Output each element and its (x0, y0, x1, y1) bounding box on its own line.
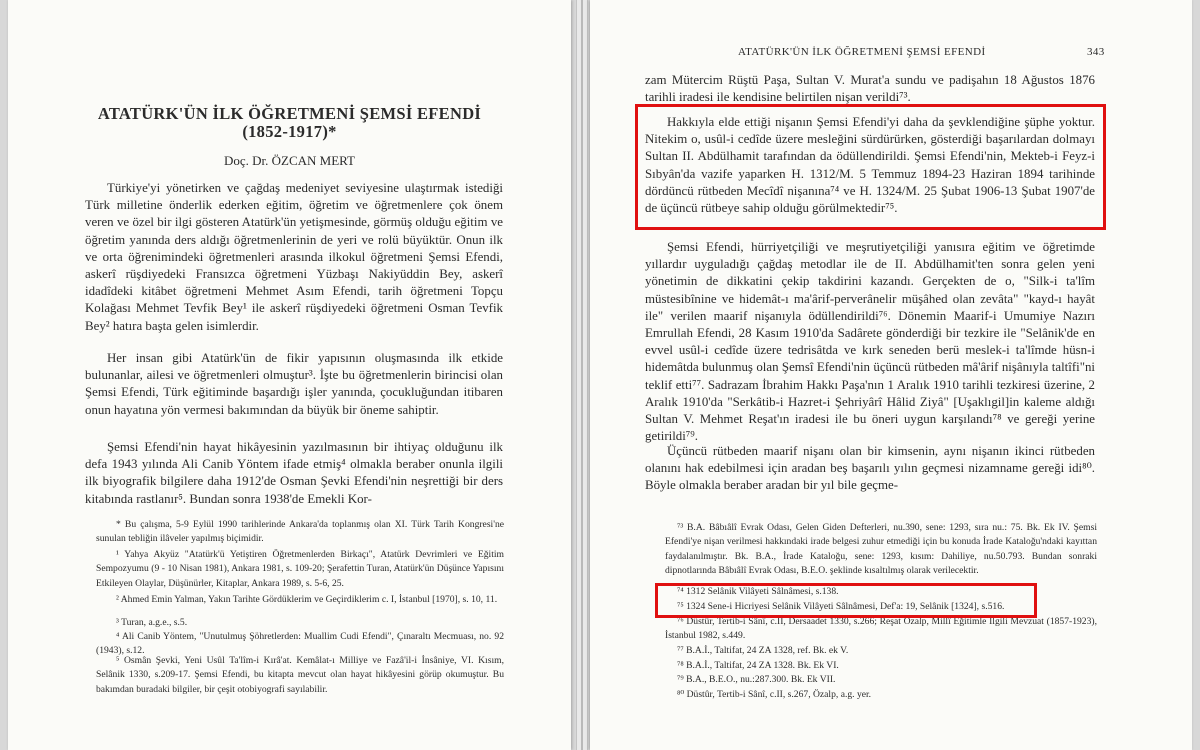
right-page (590, 0, 1192, 750)
body-paragraph-continued: zam Mütercim Rüştü Paşa, Sultan V. Murat'a sundu ve padişahın 18 Ağustos 1876 tarihli iradesi ile kendisine belirtilen nişan verildi⁷³. (645, 73, 1095, 105)
footnote-78: ⁷⁸ B.A.İ., Taltifat, 24 ZA 1328. Bk. Ek VI. (677, 660, 839, 671)
highlight-box-paragraph (635, 104, 1106, 230)
footnote-star: * Bu çalışma, 5-9 Eylül 1990 tarihlerinde Ankara'da toplanmış olan XI. Türk Tarih Kongresi'ne sunulan tebliğin ilâveler yapılmış biçimidir. (96, 519, 504, 545)
footnote-3: ³ Turan, a.g.e., s.5. (116, 617, 188, 628)
body-paragraph-nisan: Şemsi Efendi, hürriyetçiliği ve meşrutiyetçiliği yanısıra eğitim ve öğretimde yıllardır uyguladığı çağdaş metodlar ile de II. Abdülhamit'ten sonra gelen yeni yönetimin de dikkatini çekip takdirini kazandı. Gerçekten de o, "Silk-i ta'lîm müstesibînine ve hidemât-ı ma'ârif-perverânelir müşâhed olan zevâta" "kayd-ı hayât ile" verilen maarif nişanıyla ödüllendirildi⁷⁶. Dönemin Maarif-i Umumiye Nazırı Emrullah Efendi, 28 Kasım 1910'da Sadârete gönderdiği bir tezkire ile "Selânik'de en evvel usûl-i cedîde üzere tedrisâtda ve kırk seneden berü meslek-i ta'lîmde hüsn-i hidemâtda bulunmuş olan Şemsî Efendi'nin üçüncü rütbeden mâ'ârif nişânıyla taltîfi"ni teklif etti⁷⁷. Sadrazam İbrahim Hakkı Paşa'nın 1 Aralık 1910 tarihli tezkiresi üzerine, 2 Aralık 1910'da "Serkâtib-i Hazret-i Şehriyârî Hâlid Ziyâ" [Uşaklıgil]in kaleme aldığı Sultan V. Mehmet Reşat'ın iradesi ile bu öneri uygun karşılandı⁷⁸ ve gereği yerine getirildi⁷⁹. (645, 240, 1095, 444)
body-paragraph-2: Her insan gibi Atatürk'ün de fikir yapısının oluşmasında ilk etkide bulunanlar, ailesi ve öğretmenleri olmuştur³. İşte bu öğretmenlerin birincisi olan Şemsi Efendi, Türk eğitiminde başardığı işler yanında, çocukluğundan itibaren onun hayatına yön vermesi bakımından da büyük bir öneme sahiptir. (85, 351, 503, 417)
footnote-75: ⁷⁵ 1324 Sene-i Hicriyesi Selânik Vilâyeti Sâlnâmesi, Def'a: 19, Selânik [1324], s.516. (677, 601, 1005, 612)
body-paragraph-1: Türkiye'yi yönetirken ve çağdaş medeniyet seviyesine ulaştırmak istediği Türk milletine önderlik ederken eğitim, öğretim ve öğretmenlere çok önem veren ve özel bir ilgi gösteren Atatürk'ün yetişmesinde, görmüş olduğu eğitim ve öğretim yanında ders aldığı öğretmenlerinin de yeri ve rolü büyüktür. Onun ilk ve orta öğrenimindeki öğretmenleri arasında ilkokul öğretmeni Şemsi Efendi, askerî rüşdiyedeki Fransızca öğretmeni Yüzbaşı Nakiyüddin Bey, askerî idadîdeki kitâbet öğretmeni Mehmet Asım Efendi, tarih öğretmeni Topçu Kolağası Mehmet Tevfik Bey¹ ile askerî rüşdiyedeki öğretmeni Osman Tevfik Bey² hatıra başta gelen isimlerdir. (85, 181, 503, 333)
body-paragraph-3: Şemsi Efendi'nin hayat hikâyesinin yazılmasının bir ihtiyaç olduğunu ilk defa 1943 yılında Ali Canib Yöntem ifade etmiş⁴ olmakla beraber onunla ilgili ilk biyografik bilgilere daha 1912'de Osman Şevki Efendi'nin neşrettiği bir ders kitabında rastlanır⁵. Bundan sonra 1938'de Emekli Kor- (85, 440, 503, 506)
footnote-77: ⁷⁷ B.A.İ., Taltifat, 24 ZA 1328, ref. Bk. ek V. (677, 645, 849, 656)
page-divider[interactable] (576, 0, 588, 750)
author-name: Doç. Dr. ÖZCAN MERT (223, 153, 355, 168)
footnote-76: ⁷⁶ Düstûr, Tertib-i Sânî, c.II, Dersaadet 1330, s.266; Reşat Özalp, Millî Eğitimle İlgili Mevzuat (1857-1923), İstanbul 1982, s.449. (665, 616, 1097, 642)
footnote-2: ² Ahmed Emin Yalman, Yakın Tarihte Gördüklerim ve Geçirdiklerim c. I, İstanbul [1970], s. 10, 11. (116, 594, 498, 605)
footnote-1: ¹ Yahya Akyüz "Atatürk'ü Yetiştiren Öğretmenlerden Birkaçı", Atatürk Devrimleri ve Eğitim Sempozyumu (9 - 10 Nisan 1981), Ankara 1981, s. 109-20; Şerafettin Turan, Atatürk'ün Düşünce Yapısını Etkileyen Olaylar, Düşünürler, Kitaplar, Ankara 1989, s. 5-6, 25. (96, 549, 504, 589)
body-paragraph-highlighted: Hakkıyla elde ettiği nişanın Şemsi Efendi'yi daha da şevklendiğine şüphe yoktur. Nitekim o, usûl-i cedîde üzere mesleğini sürdürürken, gösterdiği başarılardan dolmayı Sultan II. Abdülhamit tarafından da ödüllendirildi. Şemsi Efendi'nin, Mekteb-i Feyz-i Sıbyân'da vazife yaparken H. 1312/M. 5 Temmuz 1894-23 Haziran 1894 tarihinde dördüncü rütbeden Mecîdî nişanına⁷⁴ ve H. 1324/M. 25 Şubat 1906-13 Şubat 1907'de de üçüncü rütbeye sahip olduğu görülmektedir⁷⁵. (645, 115, 1095, 216)
footnote-74: ⁷⁴ 1312 Selânik Vilâyeti Sâlnâmesi, s.138. (677, 586, 839, 597)
body-paragraph-rutbe: Üçüncü rütbeden maarif nişanı olan bir kimsenin, aynı nişanın ikinci rütbeden olanını hak edebilmesi için aradan beş başarılı yılın geçmesi nizamname gereği idi⁸⁰. Böyle olmakla beraber aradan bir yıl bile geçme- (645, 444, 1095, 493)
divider-handle[interactable] (581, 0, 583, 750)
page-number: 343 (1087, 46, 1105, 58)
left-page (8, 0, 571, 750)
article-dates: (1852-1917)* (242, 122, 337, 141)
footnote-4: ⁴ Ali Canib Yöntem, "Unutulmuş Şöhretlerden: Muallim Cudi Efendi", Çınaraltı Mecmuası, no. 92 (1943), s.12. (96, 631, 504, 657)
highlight-box-footnotes (655, 583, 1037, 618)
footnote-5: ⁵ Osmân Şevki, Yeni Usûl Ta'lîm-i Kırâ'at. Kemâlat-ı Milliye ve Fazâ'il-i İnsâniye, VI. Kısım, Selânik 1330, s.209-17. Şemsi Efendi, bu kitapta mevcut olan hayat hikâyesini görüp okumuştur. Bu bakımdan buradaki bilgiler, bir çeşit otobiyografi sayılabilir. (96, 655, 504, 695)
running-head: ATATÜRK'ÜN İLK ÖĞRETMENİ ŞEMSİ EFENDİ (738, 46, 986, 58)
footnote-80: ⁸⁰ Düstûr, Tertib-i Sânî, c.II, s.267, Özalp, a.g. yer. (677, 689, 872, 700)
article-title: ATATÜRK'ÜN İLK ÖĞRETMENİ ŞEMSİ EFENDİ (97, 104, 482, 123)
footnote-73: ⁷³ B.A. Bâbıâlî Evrak Odası, Gelen Giden Defterleri, nu.390, sene: 1293, sıra nu.: 75. Bk. Ek IV. Şemsi Efendi'ye nişan verilmesi hakkındaki irade belgesi zuhur etmediği için bu konuda İrade Kataloğu'ndaki kayıttan faydalanılmıştır. Bk. B.A., İrade Kataloğu, sene: 1293, kısım: Dahiliye, nu.50.793. Bundan sonraki dipnotlarında Bâbıâlî Evrak Odası, B.E.O. şeklinde kısaltılmış olarak verilecektir. (665, 522, 1097, 577)
footnote-79: ⁷⁹ B.A., B.E.O., nu.:287.300. Bk. Ek VII. (677, 674, 836, 685)
